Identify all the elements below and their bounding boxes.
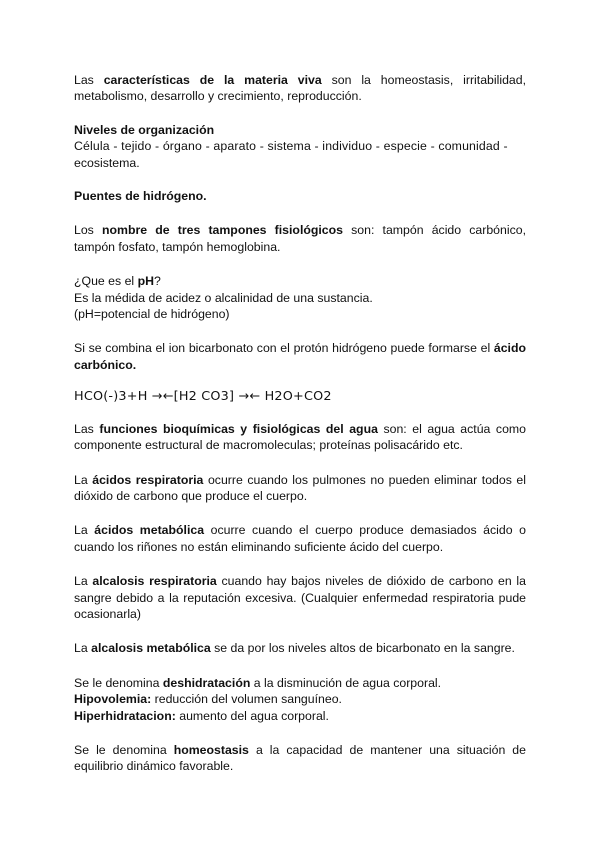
text: Los bbox=[74, 223, 102, 238]
line-hiperhidratacion bbox=[74, 708, 526, 724]
ph-note: (pH=potencial de hidrógeno) bbox=[74, 307, 230, 322]
text: son la homeostasis, irritabilidad, metabolismo, desarrollo y crecimiento, reproducción. bbox=[74, 73, 526, 104]
bold-term: homeostasis bbox=[173, 742, 249, 757]
paragraph-tampones bbox=[74, 222, 526, 255]
bold-term: ácidos metabólica bbox=[94, 523, 205, 538]
text: La bbox=[74, 574, 93, 589]
ph-definition: Es la médida de acidez o alcalinidad de una sustancia. bbox=[74, 290, 373, 305]
heading-niveles bbox=[74, 122, 526, 138]
paragraph-deshidratacion bbox=[74, 675, 526, 691]
bold-term: deshidratación bbox=[162, 675, 251, 690]
text: ? bbox=[153, 274, 161, 289]
paragraph-caracteristicas bbox=[74, 72, 526, 105]
paragraph-alcalosis-metabolica bbox=[74, 640, 526, 656]
text: a la disminución de agua corporal. bbox=[250, 675, 442, 690]
bold-term: ácido carbónico. bbox=[74, 341, 526, 372]
text: a la capacidad de mantener una situación de equilibrio dinámico favorable. bbox=[74, 742, 526, 774]
chemical-formula: HCO(-)3+H →←[H2 CO3] →← H2O+CO2 bbox=[74, 389, 332, 405]
text: ¿Que es el bbox=[74, 274, 138, 289]
paragraph-acidos-respiratoria bbox=[74, 472, 526, 505]
bold-term: Hiperhidratacion: bbox=[74, 708, 176, 723]
bold-term: funciones bioquímicas y fisiológicas del agua bbox=[99, 421, 378, 436]
text: Se le denomina bbox=[74, 675, 163, 690]
bold-heading: Niveles de organización bbox=[74, 122, 215, 137]
text: aumento del agua corporal. bbox=[175, 708, 329, 723]
text: son: el agua actúa como componente estructural de macromoleculas; proteínas polisacárido etc. bbox=[74, 421, 526, 453]
text: se da por los niveles altos de bicarbonato en la sangre. bbox=[210, 641, 515, 656]
text: Si se combina el ion bicarbonato con el protón hidrógeno puede formarse el bbox=[74, 341, 494, 356]
paragraph-alcalosis-respiratoria bbox=[74, 573, 526, 622]
heading-puentes bbox=[74, 188, 526, 204]
bold-term: alcalosis metabólica bbox=[91, 641, 211, 656]
paragraph-acidos-metabolica bbox=[74, 522, 526, 555]
document-page bbox=[74, 72, 526, 775]
bold-heading: Puentes de hidrógeno. bbox=[74, 189, 207, 204]
text: Las bbox=[74, 73, 104, 87]
paragraph-homeostasis bbox=[74, 742, 526, 775]
ph-question bbox=[74, 273, 526, 289]
text: reducción del volumen sanguíneo. bbox=[151, 692, 342, 707]
bold-term: características de la materia viva bbox=[103, 73, 322, 87]
bold-term: nombre de tres tampones fisiológicos bbox=[101, 223, 343, 238]
text: Se le denomina bbox=[74, 742, 174, 757]
paragraph-funciones bbox=[74, 421, 526, 454]
text: Las bbox=[74, 421, 100, 436]
niveles-line-1: Célula - tejido - órgano - aparato - sistema - individuo - especie - comunidad - bbox=[74, 139, 508, 154]
text: cuando hay bajos niveles de dióxido de carbono en la sangre debido a la reputación excesiva. (Cualquier enfermedad respiratoria pude ocasionarla) bbox=[74, 574, 526, 621]
bold-term: alcalosis respiratoria bbox=[92, 574, 217, 589]
text: La bbox=[74, 641, 92, 656]
bold-term: pH bbox=[137, 274, 154, 289]
text: ocurre cuando el cuerpo produce demasiados ácido o cuando los riñones no están eliminando suficiente ácido del cuerpo. bbox=[74, 523, 526, 554]
bold-term: ácidos respiratoria bbox=[92, 472, 204, 487]
niveles-line-2: ecosistema. bbox=[74, 155, 140, 170]
bold-term: Hipovolemia: bbox=[74, 692, 152, 707]
text: La bbox=[74, 472, 93, 487]
text: ocurre cuando los pulmones no pueden eliminar todos el dióxido de carbono que produce el cuerpo. bbox=[74, 472, 526, 503]
text: La bbox=[74, 523, 95, 538]
paragraph-bicarbonato bbox=[74, 340, 526, 373]
text: son: tampón ácido carbónico, tampón fosfato, tampón hemoglobina. bbox=[74, 223, 526, 254]
line-hipovolemia bbox=[74, 691, 526, 707]
